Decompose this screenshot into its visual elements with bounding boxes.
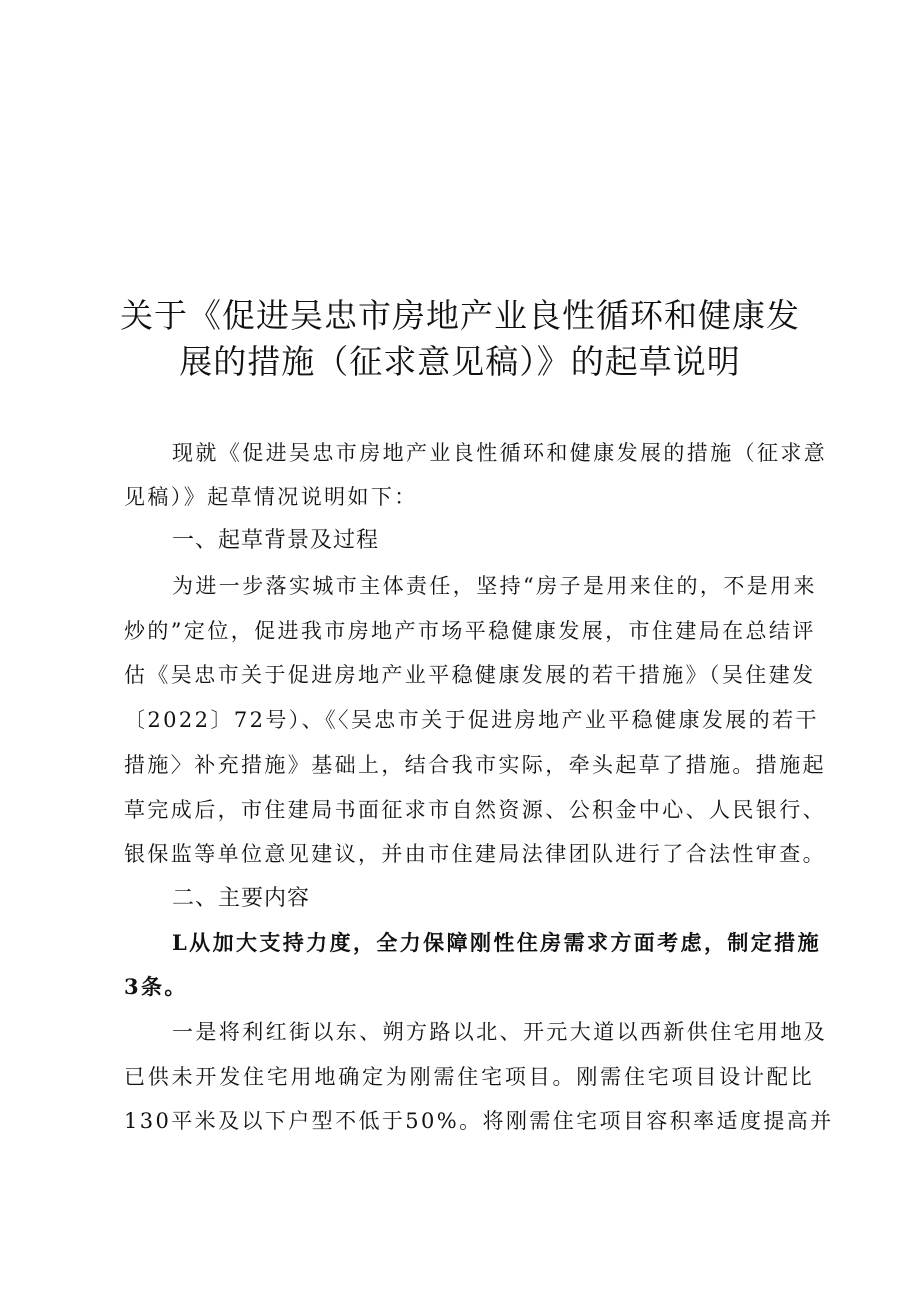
intro-paragraph-line-2: 见稿）》起草情况说明如下： <box>124 485 418 509</box>
section-1-paragraph-line-5: 措施〉补充措施》基础上，结合我市实际，牵头起草了措施。措施起 <box>124 753 826 777</box>
section-2-paragraph-line-3: 130平米及以下户型不低于50%。将刚需住宅项目容积率适度提高并 <box>124 1109 834 1133</box>
section-1-paragraph-line-1: 为进一步落实城市主体责任，坚持“房子是用来住的，不是用来 <box>172 574 817 598</box>
document-title-line-2: 展的措施（征求意见稿）》的起草说明 <box>179 342 741 381</box>
section-2-bold-line-2: 3条。 <box>124 974 188 999</box>
section-2-heading: 二、主要内容 <box>172 886 311 911</box>
intro-paragraph-line-1: 现就《促进吴忠市房地产业良性循环和健康发展的措施（征求意 <box>172 441 828 465</box>
section-1-paragraph-line-6: 草完成后，市住建局书面征求市自然资源、公积金中心、人民银行、 <box>124 798 826 822</box>
section-1-paragraph-line-2: 炒的”定位，促进我市房地产市场平稳健康发展，市住建局在总结评 <box>124 619 816 643</box>
section-1-heading: 一、起草背景及过程 <box>172 528 380 553</box>
document-title-line-1: 关于《促进吴忠市房地产业良性循环和健康发 <box>120 296 800 335</box>
section-2-paragraph-line-1: 一是将利红街以东、朔方路以北、开元大道以西新供住宅用地及 <box>172 1020 828 1044</box>
section-1-paragraph-line-7: 银保监等单位意见建议，并由市住建局法律团队进行了合法性审查。 <box>124 842 826 866</box>
section-2-bold-line-1: L从加大支持力度，全力保障刚性住房需求方面考虑，制定措施 <box>172 930 821 955</box>
section-1-paragraph-line-4: 〔2022〕72号）、《〈吴忠市关于促进房地产业平稳健康发展的若干 <box>124 708 819 732</box>
section-2-paragraph-line-2: 已供未开发住宅用地确定为刚需住宅项目。刚需住宅项目设计配比 <box>124 1065 814 1089</box>
section-1-paragraph-line-3: 估《吴忠市关于促进房地产业平稳健康发展的若干措施》（吴住建发 <box>124 663 816 687</box>
